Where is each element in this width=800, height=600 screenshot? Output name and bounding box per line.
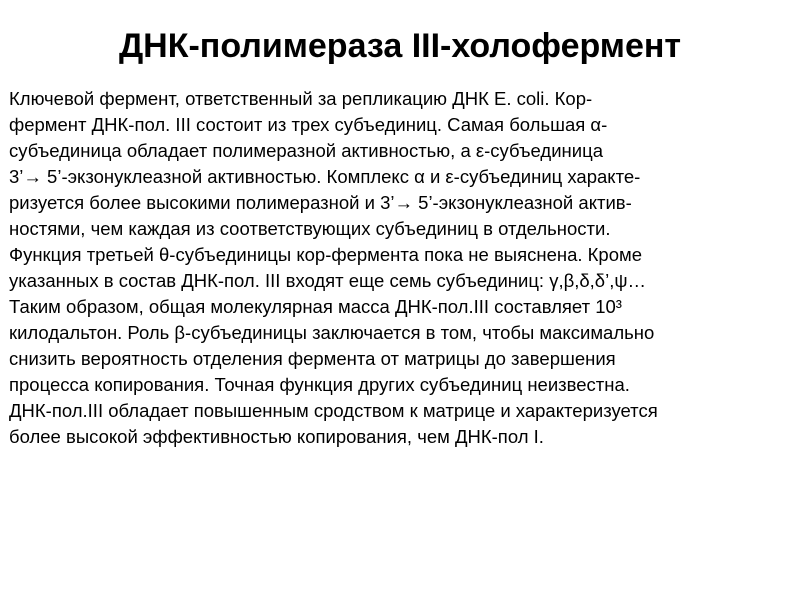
body-line: Таким образом, общая молекулярная масса ДНК-пол.III составляет 10³ bbox=[9, 296, 622, 317]
body-line: ризуется более высокими полимеразной и 3’→ 5’-экзонуклеазной актив- bbox=[9, 192, 632, 213]
body-line: процесса копирования. Точная функция других субъединиц неизвестна. bbox=[9, 374, 630, 395]
body-line: ностями, чем каждая из соответствующих субъединиц в отдельности. bbox=[9, 218, 611, 239]
body-line: Ключевой фермент, ответственный за репликацию ДНК E. coli. Кор- bbox=[9, 88, 593, 109]
slide-title: ДНК-полимераза III-холофермент bbox=[118, 27, 682, 65]
body-line: субъединица обладает полимеразной активностью, а ε-субъединица bbox=[9, 140, 603, 161]
slide-body-text bbox=[9, 86, 799, 450]
body-line: фермент ДНК-пол. III состоит из трех субъединиц. Самая большая α- bbox=[9, 114, 608, 135]
body-line: килодальтон. Роль β-субъединицы заключается в том, чтобы максимально bbox=[9, 322, 655, 343]
body-line: Функция третьей θ-субъединицы кор-фермента пока не выяснена. Кроме bbox=[9, 244, 643, 265]
body-line: указанных в состав ДНК-пол. III входят еще семь субъединиц: γ,β,δ,δ’,ψ… bbox=[9, 270, 647, 291]
body-line: более высокой эффективностью копирования, чем ДНК-пол I. bbox=[9, 426, 544, 447]
body-line: 3’→ 5’-экзонуклеазной активностью. Комплекс α и ε-субъединиц характе- bbox=[9, 166, 641, 187]
body-line: снизить вероятность отделения фермента от матрицы до завершения bbox=[9, 348, 616, 369]
body-line: ДНК-пол.III обладает повышенным сродством к матрице и характеризуется bbox=[9, 400, 658, 421]
